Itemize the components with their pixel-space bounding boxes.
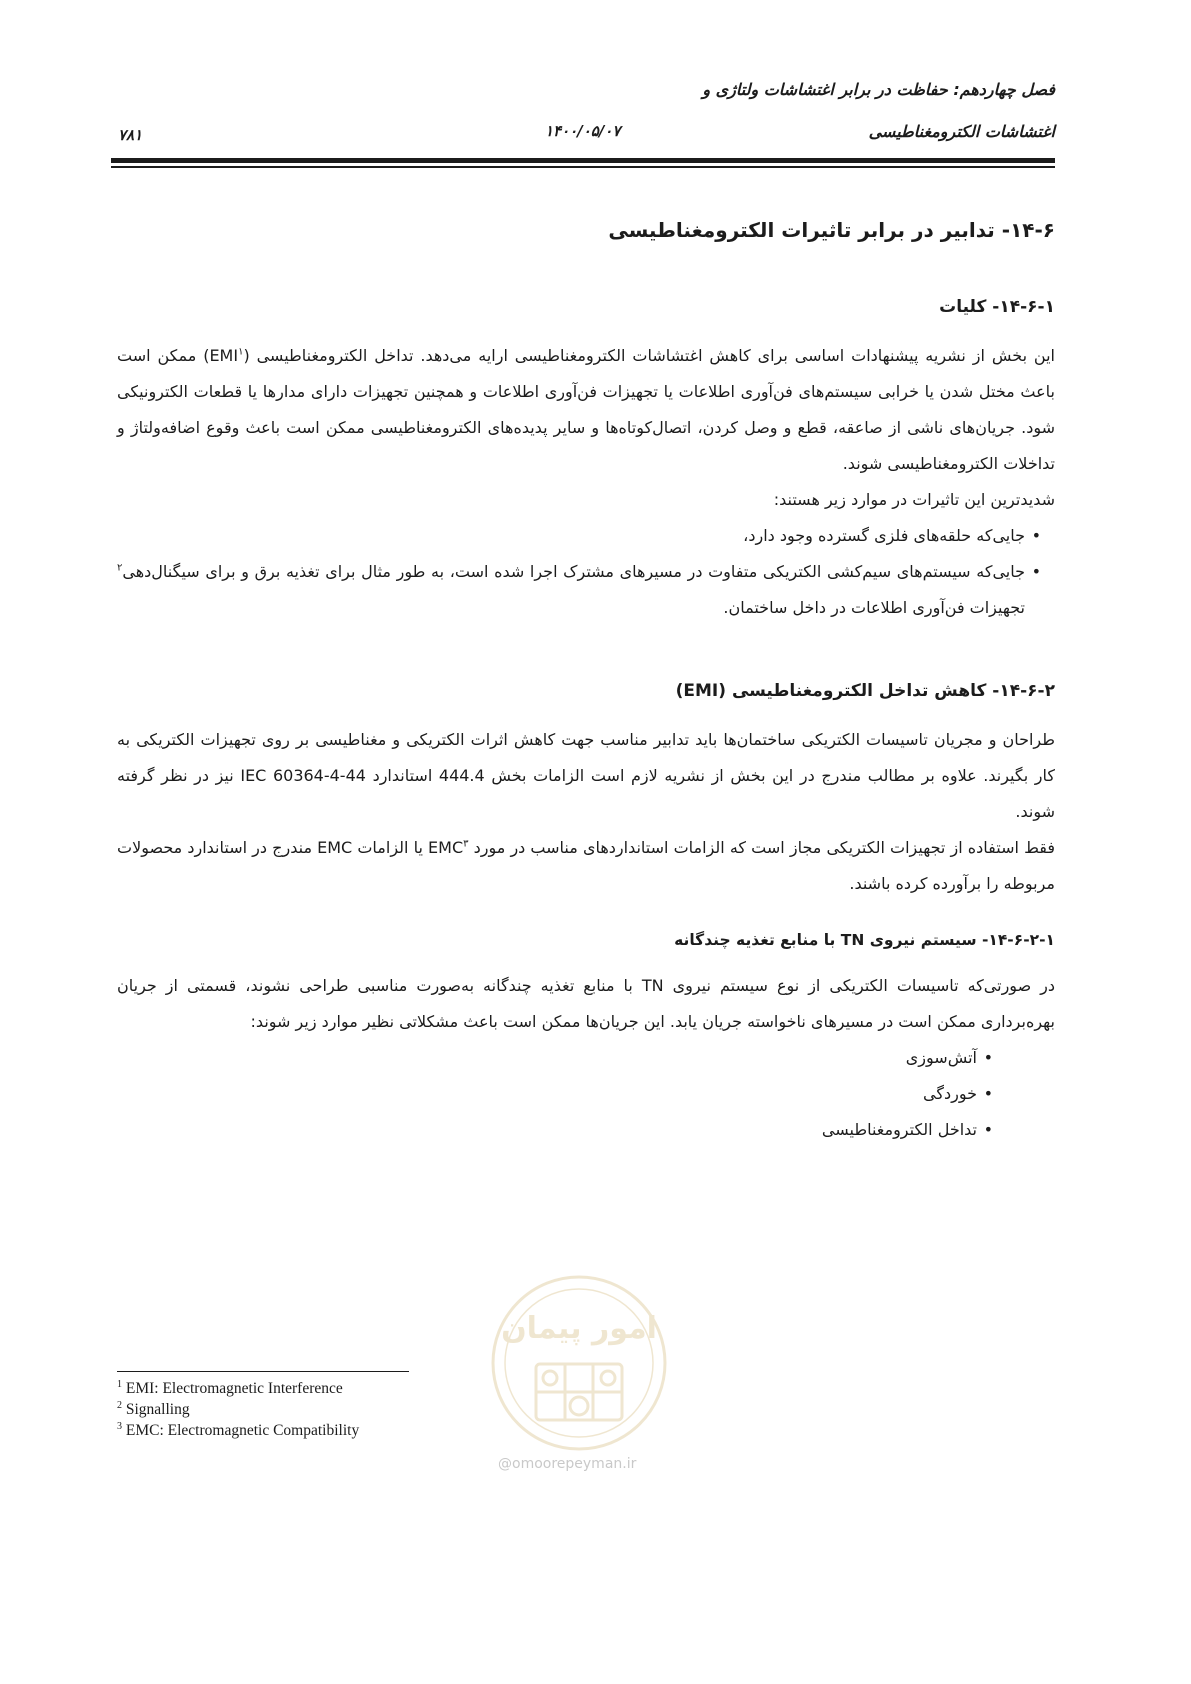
header-date: ۱۴۰۰/۰۵/۰۷: [545, 122, 621, 140]
list-item-part: جایی‌که سیستم‌های سیم‌کشی الکتریکی متفاوت در مسیرهای مشترک اجرا شده است، به طور مثال برای تغذیه برق و برای سیگنال‌دهی: [122, 562, 1025, 581]
subsubsection-title-tn: ۱۴-۶-۲-۱- سیستم نیروی TN با منابع تغذیه چندگانه: [674, 931, 1055, 949]
document-body: [117, 210, 1055, 1148]
footnote-item: [117, 1420, 359, 1441]
footnotes: [117, 1378, 359, 1441]
subsection-title-emi: ۱۴-۶-۲- کاهش تداخل الکترومغناطیسی (EMI): [675, 681, 1055, 701]
watermark-logo-text: امور پیمان: [501, 1311, 657, 1346]
footnote-mark: 3: [117, 1420, 122, 1432]
page-number: ۷۸۱: [118, 126, 143, 144]
footnote-text: Signalling: [125, 1401, 190, 1418]
paragraph-part: یا الزامات EMC مندرج در استاندارد محصولات مربوطه را برآورده کرده باشند.: [117, 838, 1055, 893]
footnote-item: [117, 1378, 359, 1399]
header-rule-thin: [111, 166, 1055, 168]
footnote-text: EMI: Electromagnetic Interference: [125, 1380, 343, 1397]
paragraph-emi-measures: طراحان و مجریان تاسیسات الکتریکی ساختمان‌ها باید تدابیر مناسب جهت کاهش اثرات الکتریکی و مغناطیسی بر روی تجهیزات الکتریکی به کار بگیرند. علاوه بر مطالب مندرج در این بخش از نشریه لازم است الزامات بخش 444.4 استاندارد IEC 60364-4-44 نیز در نظر گرفته شوند.: [117, 730, 1056, 821]
list-item: • خوردگی: [117, 1076, 993, 1112]
paragraph-emc-requirements: [117, 830, 1055, 902]
watermark-logo: [488, 1272, 670, 1454]
section-title: ۱۴-۶- تدابیر در برابر تاثیرات الکترومغناطیسی: [608, 218, 1055, 242]
footnote-ref-2: ۲: [117, 562, 123, 574]
footnote-mark: 2: [117, 1399, 122, 1411]
paragraph-part: فقط استفاده از تجهیزات الکتریکی مجاز است که الزامات استانداردهای مناسب در مورد EMC: [428, 838, 1055, 857]
footnote-rule: [117, 1371, 409, 1372]
footnote-item: [117, 1399, 359, 1420]
subsection-title-general: ۱۴-۶-۱- کلیات: [939, 297, 1055, 317]
paragraph-part: این بخش از نشریه پیشنهادات اساسی برای کاهش اغتشاشات الکترومغناطیسی ارایه می‌دهد. تداخل الکترومغناطیسی (EMI: [209, 346, 1056, 365]
list-item: • جایی‌که حلقه‌های فلزی گسترده وجود دارد،: [117, 518, 1041, 554]
paragraph-general-intro: [117, 338, 1055, 482]
footnote-ref-3: ۳: [463, 838, 469, 850]
bullet-list-effects: [117, 518, 1055, 626]
footnote-text: EMC: Electromagnetic Compatibility: [125, 1422, 360, 1439]
list-item-part: تجهیزات فن‌آوری اطلاعات در داخل ساختمان.: [723, 598, 1025, 617]
paragraph-severe-effects: شدیدترین این تاثیرات در موارد زیر هستند:: [773, 490, 1055, 509]
header-rule-thick: [111, 158, 1055, 163]
bullet-list-problems: [117, 1040, 1055, 1148]
chapter-title-line2: اغتشاشات الکترومغناطیسی: [868, 122, 1055, 141]
footnote-mark: 1: [117, 1378, 122, 1390]
list-item: • تداخل الکترومغناطیسی: [117, 1112, 993, 1148]
watermark-site: @omoorepeyman.ir: [498, 1456, 637, 1472]
chapter-title-line1: فصل چهاردهم: حفاظت در برابر اغتشاشات ولتاژی و: [702, 80, 1055, 99]
list-item: • آتش‌سوزی: [117, 1040, 993, 1076]
list-item: [117, 554, 1041, 626]
footnote-ref-1: ۱: [238, 346, 244, 358]
paragraph-part: ) ممکن است باعث مختل شدن یا خرابی سیستم‌های فن‌آوری اطلاعات یا تجهیزات فن‌آوری اطلاعات و همچنین تجهیزات دارای مدارها یا قطعات الکترونیکی شود. جریان‌های ناشی از صاعقه، قطع و وصل کردن، اتصال‌کوتاه‌ها و سایر پدیده‌های الکترومغناطیسی ممکن است باعث وقوع اضافه‌ولتاژ و تداخلات الکترومغناطیسی شوند.: [117, 346, 1055, 473]
paragraph-tn-system: در صورتی‌که تاسیسات الکتریکی از نوع سیستم نیروی TN با منابع تغذیه چندگانه به‌صورت مناسبی طراحی نشوند، قسمتی از جریان بهره‌برداری ممکن است در مسیرهای ناخواسته جریان یابد. این جریان‌ها ممکن است باعث مشکلاتی نظیر موارد زیر شوند:: [117, 976, 1055, 1031]
